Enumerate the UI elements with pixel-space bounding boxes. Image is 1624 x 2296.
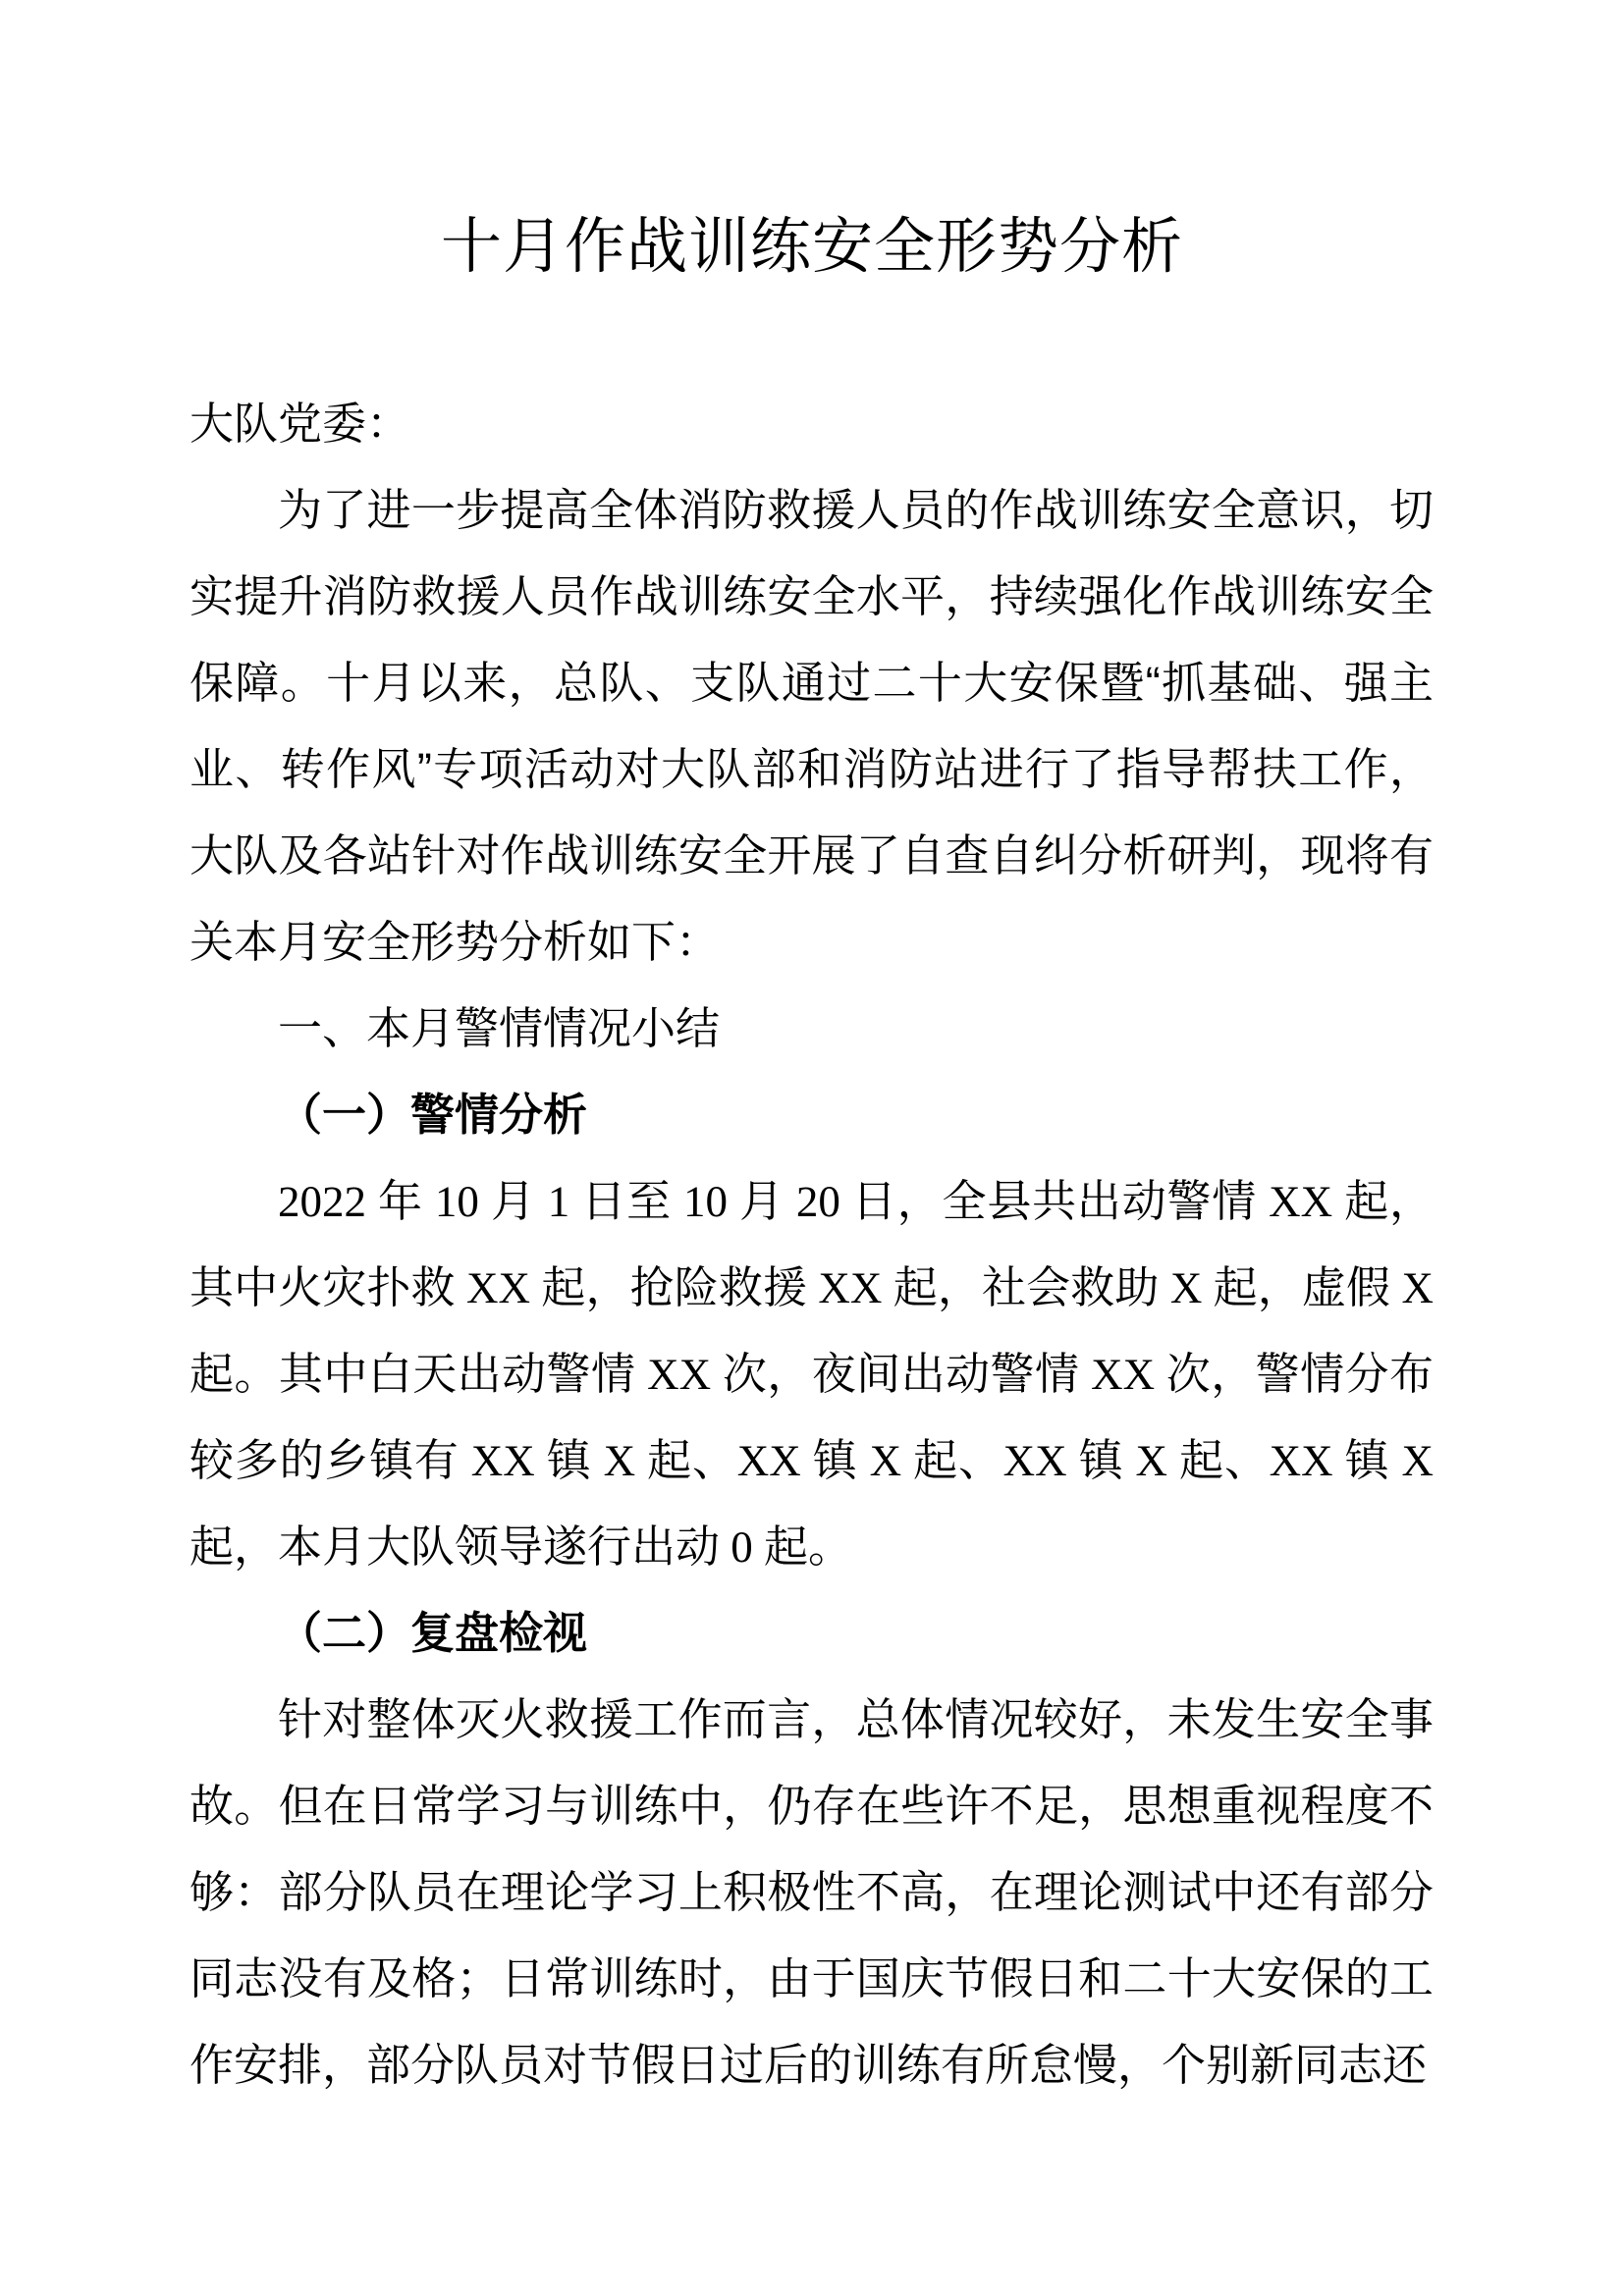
salutation: 大队党委：: [189, 400, 411, 449]
section-heading-monthly-alarm-summary: 一、本月警情情况小结: [278, 1004, 721, 1053]
alarm-statistics-paragraph: 2022 年 10 月 1 日至 10 月 20 日，全县共出动警情 XX 起，其中火灾扑救 XX 起，抢险救援 XX 起，社会救助 X 起，虚假 X 起。其中白天出动警情 XX 次，夜间出动警情 XX 次，警情分布较多的乡镇有 XX 镇 X 起、XX 镇 X 起、XX 镇 X 起、XX 镇 X 起，本月大队领导遂行出动 0 起。: [189, 1177, 1434, 1572]
subsection-heading-alarm-analysis: （一）警情分析: [278, 1091, 588, 1140]
subsection-heading-review-inspection: （二）复盘检视: [278, 1609, 588, 1658]
intro-paragraph: 为了进一步提高全体消防救援人员的作战训练安全意识，切实提升消防救援人员作战训练安全水平，持续强化作战训练安全保障。十月以来，总队、支队通过二十大安保暨“抓基础、强主业、转作风”专项活动对大队部和消防站进行了指导帮扶工作，大队及各站针对作战训练安全开展了自查自纠分析研判，现将有关本月安全形势分析如下：: [189, 486, 1434, 967]
document-body: [189, 381, 1434, 2109]
review-paragraph: 针对整体灭火救援工作而言，总体情况较好，未发生安全事故。但在日常学习与训练中，仍存在些许不足，思想重视程度不够：部分队员在理论学习上积极性不高，在理论测试中还有部分同志没有及格；日常训练时，由于国庆节假日和二十大安保的工作安排，部分队员对节假日过后的训练有所怠慢，个别新同志还: [189, 1695, 1434, 2090]
document-title: 十月作战训练安全形势分析: [440, 214, 1183, 281]
